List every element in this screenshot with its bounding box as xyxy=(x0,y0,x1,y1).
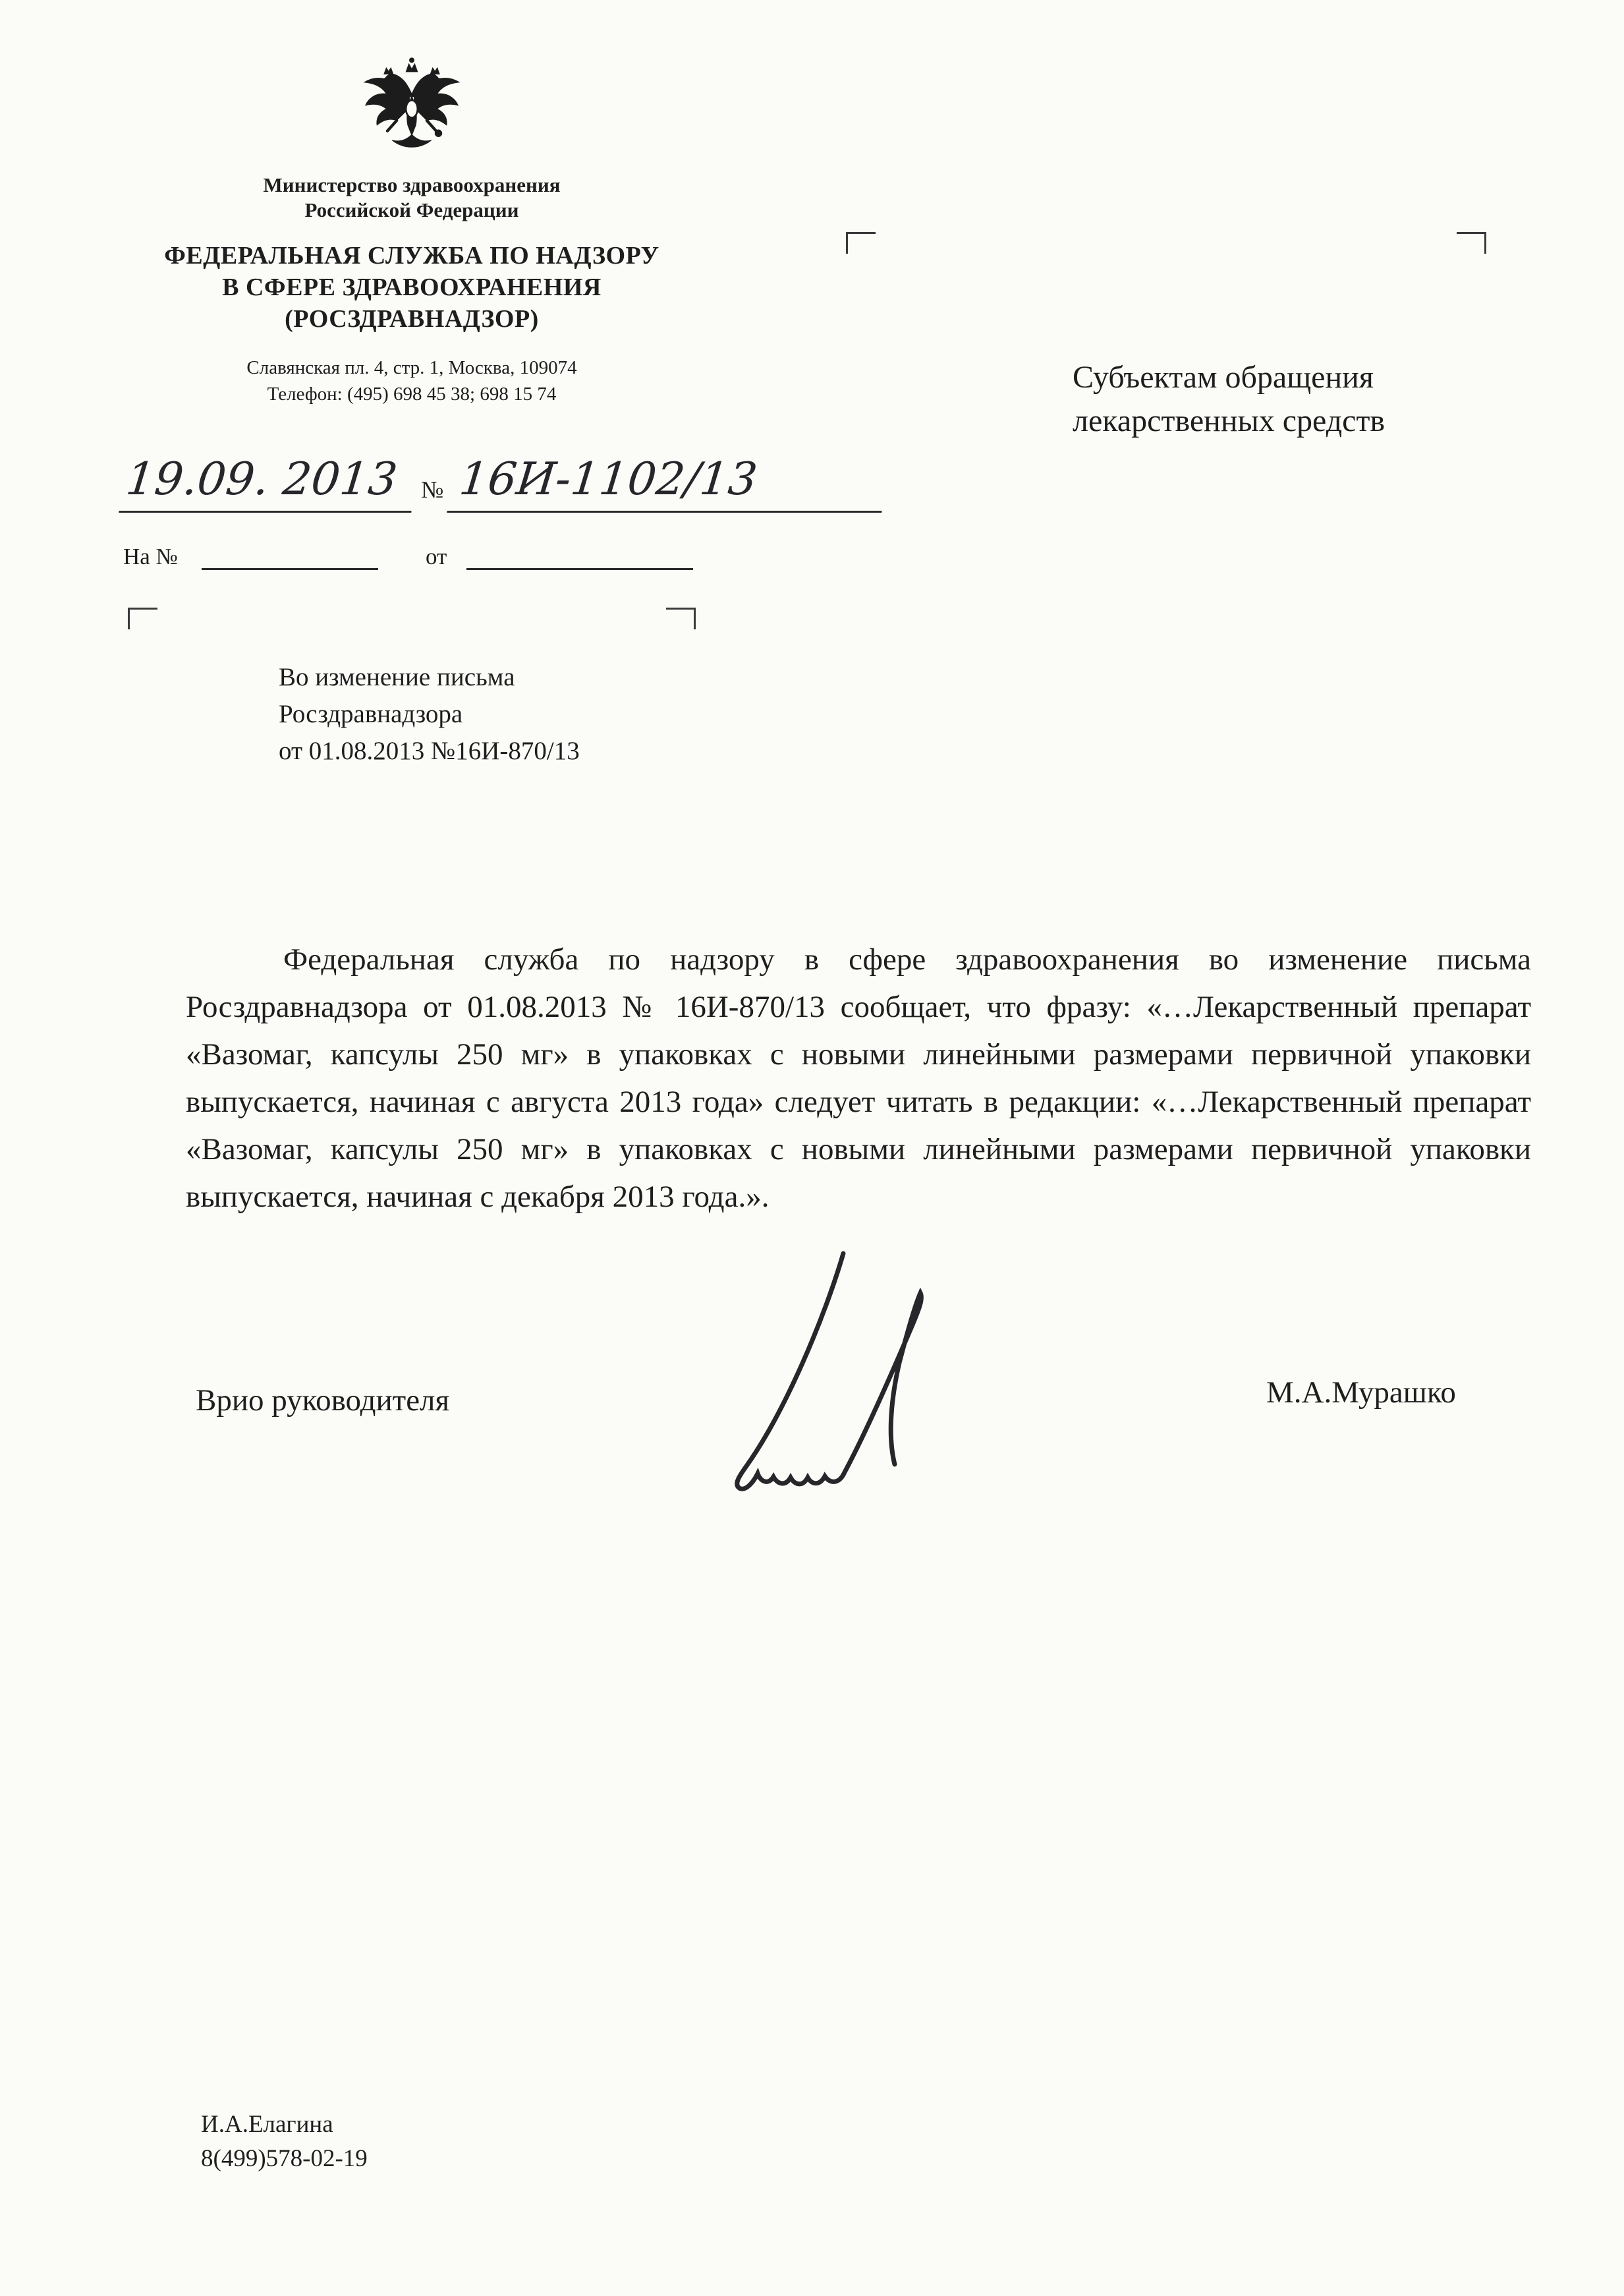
number-sign: № xyxy=(421,476,444,503)
recipient-line1: Субъектам обращения xyxy=(1073,360,1374,395)
recipient-line2: лекарственных средств xyxy=(1073,403,1386,438)
service-name-line1: ФЕДЕРАЛЬНАЯ СЛУЖБА ПО НАДЗОРУ xyxy=(164,242,659,270)
incoming-number-blank-line xyxy=(202,542,378,570)
service-name-line3: (РОСЗДРАВНАДЗОР) xyxy=(285,305,539,333)
incoming-number-label: На № xyxy=(123,544,178,569)
letterhead xyxy=(112,47,712,407)
ministry-name-line2: Российской Федерации xyxy=(304,198,519,221)
subject-line2: Росздравнадзора xyxy=(279,700,463,728)
outgoing-number-handwritten: 16И-1102/13 xyxy=(447,453,888,513)
letterhead-phone: Телефон: (495) 698 45 38; 698 15 74 xyxy=(267,384,557,405)
incoming-reference-row xyxy=(123,542,693,570)
subject-line1: Во изменение письма xyxy=(279,663,515,691)
corner-mark-top-right xyxy=(1457,232,1486,254)
incoming-date-label: от xyxy=(425,544,447,569)
signature xyxy=(646,1239,988,1529)
coat-of-arms-icon xyxy=(354,47,470,163)
service-name-line2: В СФЕРЕ ЗДРАВООХРАНЕНИЯ xyxy=(222,273,602,301)
signer-name: М.А.Мурашко xyxy=(1266,1375,1456,1410)
corner-mark-bottom-left xyxy=(128,608,157,629)
subject-line3: от 01.08.2013 №16И-870/13 xyxy=(279,737,580,765)
incoming-date-blank-line xyxy=(466,542,693,570)
letterhead-address: Славянская пл. 4, стр. 1, Москва, 109074 xyxy=(246,357,577,378)
executor-phone: 8(499)578-02-19 xyxy=(201,2145,368,2172)
reference-row xyxy=(122,453,885,513)
recipient-block xyxy=(1073,356,1385,443)
subject-block xyxy=(279,659,580,770)
corner-mark-top-left xyxy=(846,232,876,254)
signature-position-title: Врио руководителя xyxy=(196,1383,450,1418)
body-paragraph: Федеральная служба по надзору в сфере здравоохранения во изменение письма Росздравнадзора от 01.08.2013 № 16И-870/13 сообщает, что фразу: «…Лекарственный препарат «Вазомаг, капсулы 250 мг» в упаковках с новыми линейными размерами первичной упаковки выпускается, начиная с августа 2013 года» следует читать в редакции: «…Лекарственный препарат «Вазомаг, капсулы 250 мг» в упаковках с новыми линейными размерами первичной упаковки выпускается, начиная с декабря 2013 года.». xyxy=(186,942,1531,1214)
ministry-name-line1: Министерство здравоохранения xyxy=(263,173,561,196)
executor-block xyxy=(201,2108,368,2176)
outgoing-date-handwritten: 19.09. 2013 xyxy=(119,453,417,513)
corner-mark-bottom-right xyxy=(666,608,696,629)
executor-name: И.А.Елагина xyxy=(201,2111,333,2138)
